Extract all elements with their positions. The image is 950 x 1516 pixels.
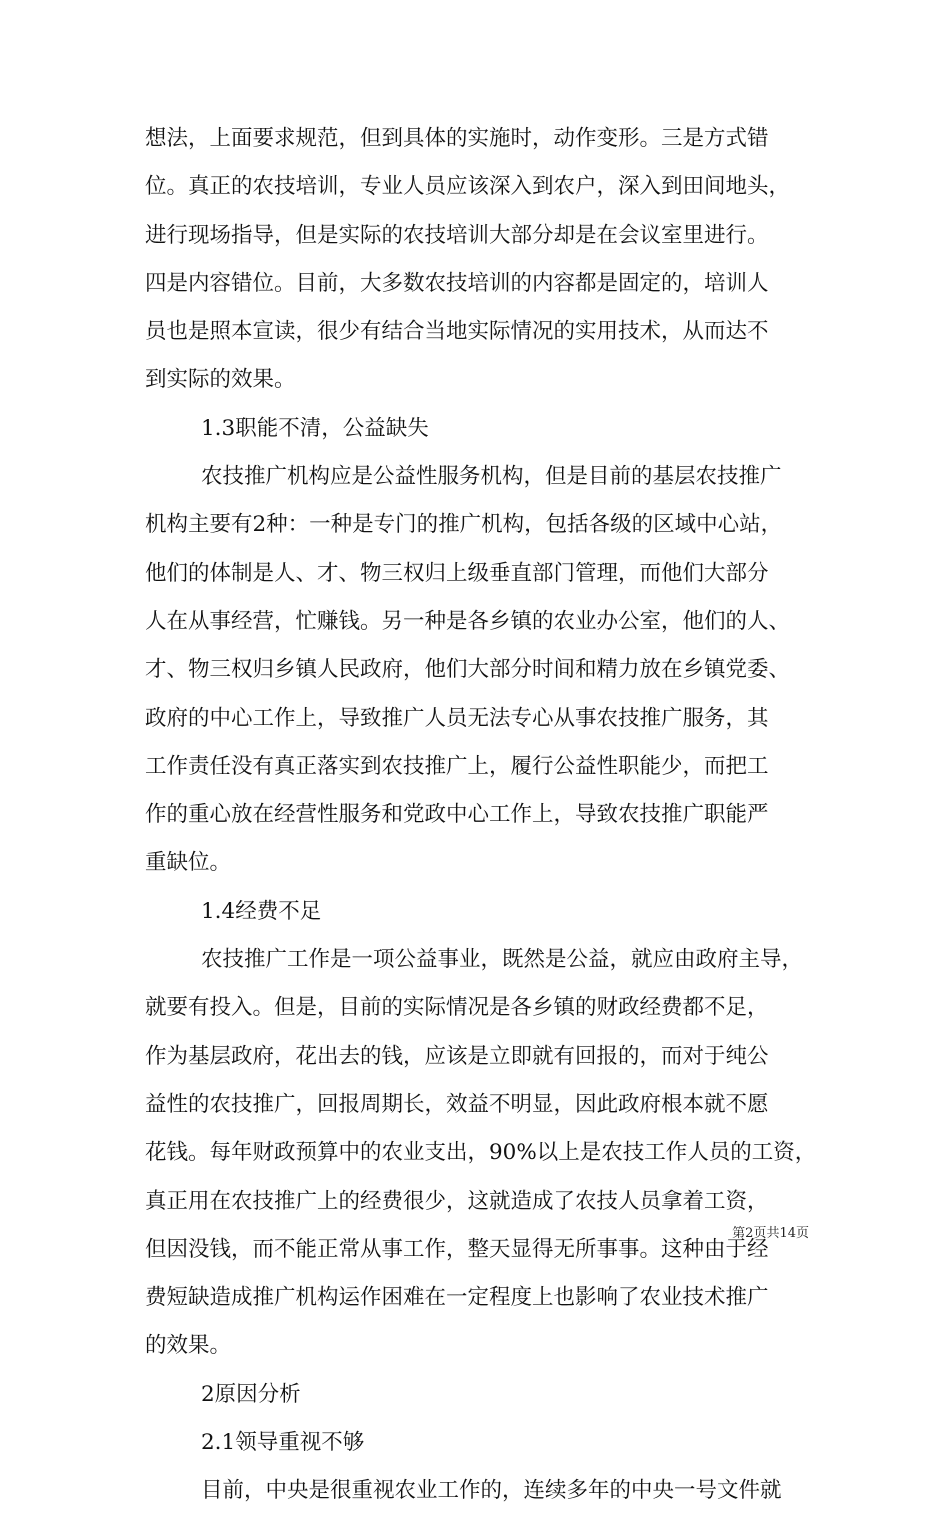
text-line: 花钱。每年财政预算中的农业支出，90%以上是农技工作人员的工资， — [145, 1140, 817, 1166]
text-line: 作为基层政府，花出去的钱，应该是立即就有回报的，而对于纯公 — [145, 1043, 769, 1069]
text-line: 人在从事经营，忙赚钱。另一种是各乡镇的农业办公室，他们的人、 — [145, 608, 791, 634]
text-line: 员也是照本宣读，很少有结合当地实际情况的实用技术，从而达不 — [145, 319, 769, 345]
text-line: 重缺位。 — [145, 850, 232, 876]
section-heading: 1.4经费不足 — [201, 898, 322, 924]
text-line: 机构主要有2种：一种是专门的推广机构，包括各级的区域中心站， — [145, 512, 783, 538]
text-line: 他们的体制是人、才、物三权归上级垂直部门管理，而他们大部分 — [145, 560, 769, 586]
page-number: 第2页共14页 — [732, 1226, 809, 1241]
text-line: 到实际的效果。 — [145, 367, 296, 393]
text-line: 作的重心放在经营性服务和党政中心工作上，导致农技推广职能严 — [145, 802, 769, 828]
text-line: 工作责任没有真正落实到农技推广上，履行公益性职能少，而把工 — [145, 753, 769, 779]
text-line: 四是内容错位。目前，大多数农技培训的内容都是固定的，培训人 — [145, 270, 769, 296]
text-line: 的效果。 — [145, 1333, 232, 1359]
text-line: 才、物三权归乡镇人民政府，他们大部分时间和精力放在乡镇党委、 — [145, 657, 791, 683]
section-heading: 2原因分析 — [201, 1381, 301, 1407]
text-line: 真正用在农技推广上的经费很少，这就造成了农技人员拿着工资， — [145, 1188, 769, 1214]
text-line: 就要有投入。但是，目前的实际情况是各乡镇的财政经费都不足， — [145, 995, 769, 1021]
body-text — [145, 115, 825, 1516]
text-line: 想法，上面要求规范，但到具体的实施时，动作变形。三是方式错 — [145, 126, 769, 151]
section-heading: 1.3职能不清，公益缺失 — [201, 415, 429, 441]
paragraph-first-line: 农技推广机构应是公益性服务机构，但是目前的基层农技推广 — [201, 464, 782, 490]
paragraph-first-line: 农技推广工作是一项公益事业，既然是公益，就应由政府主导， — [201, 947, 804, 973]
text-line: 益性的农技推广，回报周期长，效益不明显，因此政府根本就不愿 — [145, 1091, 769, 1117]
text-line: 费短缺造成推广机构运作困难在一定程度上也影响了农业技术推广 — [145, 1285, 769, 1311]
section-heading: 2.1领导重视不够 — [201, 1430, 365, 1456]
text-line: 进行现场指导，但是实际的农技培训大部分却是在会议室里进行。 — [145, 222, 769, 248]
paragraph-first-line: 目前，中央是很重视农业工作的，连续多年的中央一号文件就 — [201, 1478, 782, 1504]
text-line: 但因没钱，而不能正常从事工作，整天显得无所事事。这种由于经 — [145, 1236, 769, 1262]
text-line: 政府的中心工作上，导致推广人员无法专心从事农技推广服务，其 — [145, 705, 769, 731]
text-line: 位。真正的农技培训，专业人员应该深入到农户，深入到田间地头， — [145, 174, 791, 200]
